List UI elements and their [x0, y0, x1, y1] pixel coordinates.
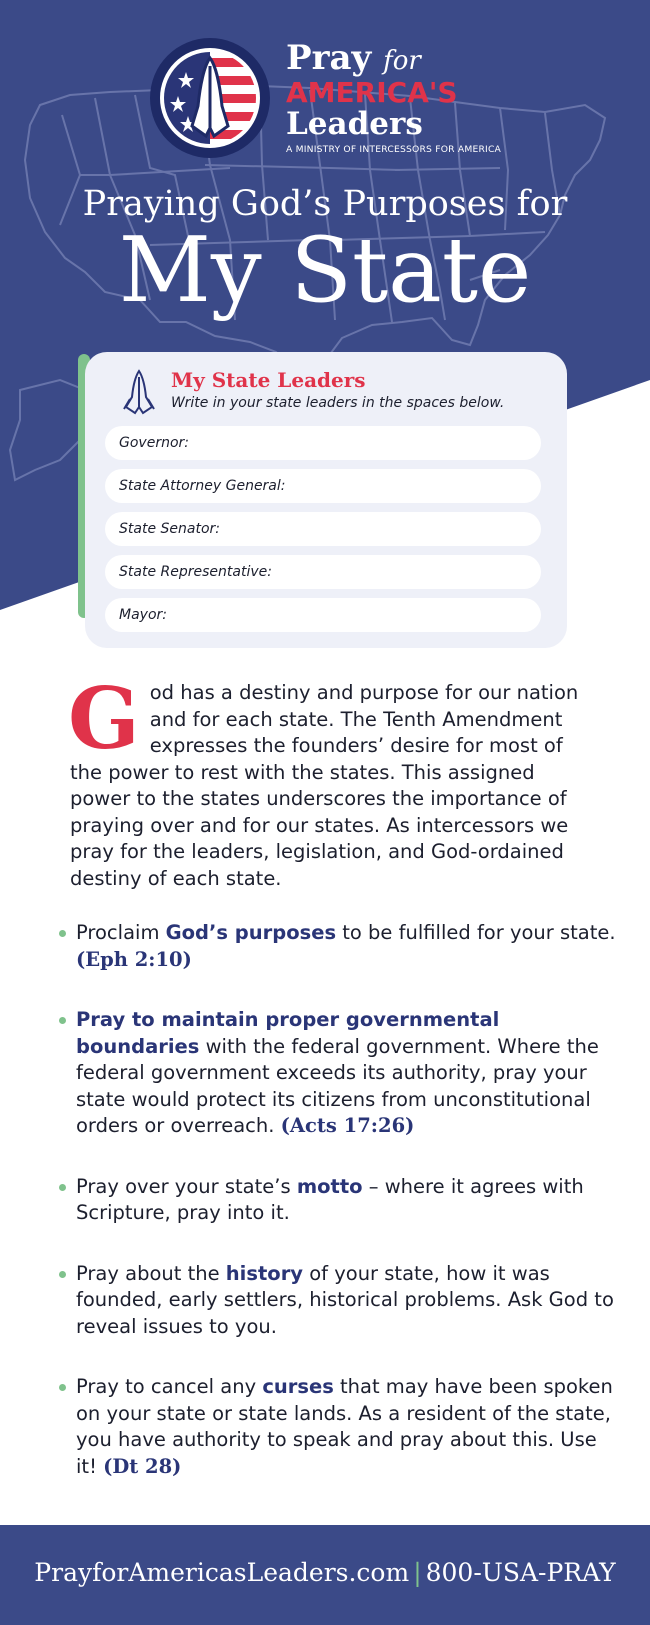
hero-section [0, 0, 650, 640]
bullet-dot-icon [59, 1271, 66, 1278]
brand-logo [148, 36, 508, 160]
bullet-text: Pray about the [76, 1261, 226, 1285]
website-link[interactable]: PrayforAmericasLeaders.com [34, 1558, 410, 1587]
bullet-text: – where it agrees with Scripture, pray into it. [76, 1174, 584, 1224]
governor-field[interactable] [105, 426, 541, 460]
mayor-field[interactable] [105, 598, 541, 632]
attorney-general-label: State Attorney General: [119, 478, 286, 494]
bullet-text: Pray to cancel any [76, 1375, 263, 1398]
bullet-dot-icon [59, 1017, 66, 1024]
list-item [56, 1007, 616, 1140]
mayor-label: Mayor: [119, 607, 167, 623]
bullet-dot-icon [59, 1384, 66, 1391]
card-instructions: Write in your state leaders in the spaces below. [171, 395, 505, 411]
card-title: My State Leaders [171, 368, 366, 392]
scripture-reference: (Eph 2:10) [76, 947, 192, 971]
footer-contact [0, 1558, 650, 1587]
governor-label: Governor: [119, 435, 189, 451]
footer-separator: | [413, 1558, 422, 1587]
bullet-dot-icon [59, 1184, 66, 1191]
phone-number[interactable]: 800-USA-PRAY [425, 1558, 616, 1587]
list-item [56, 1174, 616, 1227]
scripture-reference: (Dt 28) [103, 1454, 182, 1478]
brand-pray [286, 38, 421, 78]
bullet-highlight: curses [262, 1375, 334, 1398]
state-representative-field[interactable] [105, 555, 541, 589]
brand-leaders: Leaders [286, 106, 423, 142]
brand-americas: AMERICA'S [286, 76, 458, 109]
bullet-text: that may have been spoken on your state or state lands. As a resident of the state, you have authority to speak and pray about this. Use it! [76, 1375, 613, 1478]
hero-subtitle: Praying God’s Purposes for [82, 184, 568, 224]
bullet-text: to be fulfilled for your state. [336, 921, 616, 944]
brand-ministry-tagline: A MINISTRY OF INTERCESSORS FOR AMERICA [286, 144, 502, 155]
bullet-text: Pray over your state’s [76, 1174, 297, 1198]
state-senator-field[interactable] [105, 512, 541, 546]
bullet-text: with the federal government. Where the federal government exceeds its authority, pray your state would protect its citizens from unconstitutional orders or overreach. [76, 1034, 599, 1137]
praying-hands-flag-seal-icon [148, 36, 272, 160]
list-item [56, 1261, 616, 1341]
praying-hands-icon [122, 369, 156, 415]
list-item [56, 1374, 616, 1480]
state-representative-label: State Representative: [119, 564, 272, 580]
bullet-text: Proclaim [76, 921, 166, 944]
bullet-text: of your state, how it was founded, early settlers, historical problems. Ask God to reveal issues to you. [76, 1261, 614, 1338]
hero-title: My State [118, 218, 532, 323]
bullet-highlight: history [225, 1261, 304, 1285]
prayer-points-list [56, 920, 616, 1480]
list-item [56, 920, 616, 973]
bullet-dot-icon [59, 930, 66, 937]
intro-text: od has a destiny and purpose for our nation and for each state. The Tenth Amendment expresses the founders’ desire for most of the power to rest with the states. This assigned power to the states underscores the importance of praying over and for our states. As intercessors we pray for the leaders, legislation, and God-ordained destiny of each state. [70, 681, 579, 890]
state-leaders-card [85, 352, 567, 648]
bullet-highlight: Pray to maintain proper governmental boundaries [76, 1008, 500, 1058]
brand-for-word: for [383, 46, 421, 76]
drop-cap: G [68, 669, 140, 768]
bullet-highlight: motto [296, 1174, 363, 1198]
bullet-highlight: God’s purposes [165, 921, 337, 944]
attorney-general-field[interactable] [105, 469, 541, 503]
intro-paragraph [68, 669, 600, 892]
state-senator-label: State Senator: [119, 521, 220, 537]
brand-pray-word: Pray [286, 38, 372, 78]
scripture-reference: (Acts 17:26) [280, 1114, 415, 1137]
footer [0, 1525, 650, 1625]
